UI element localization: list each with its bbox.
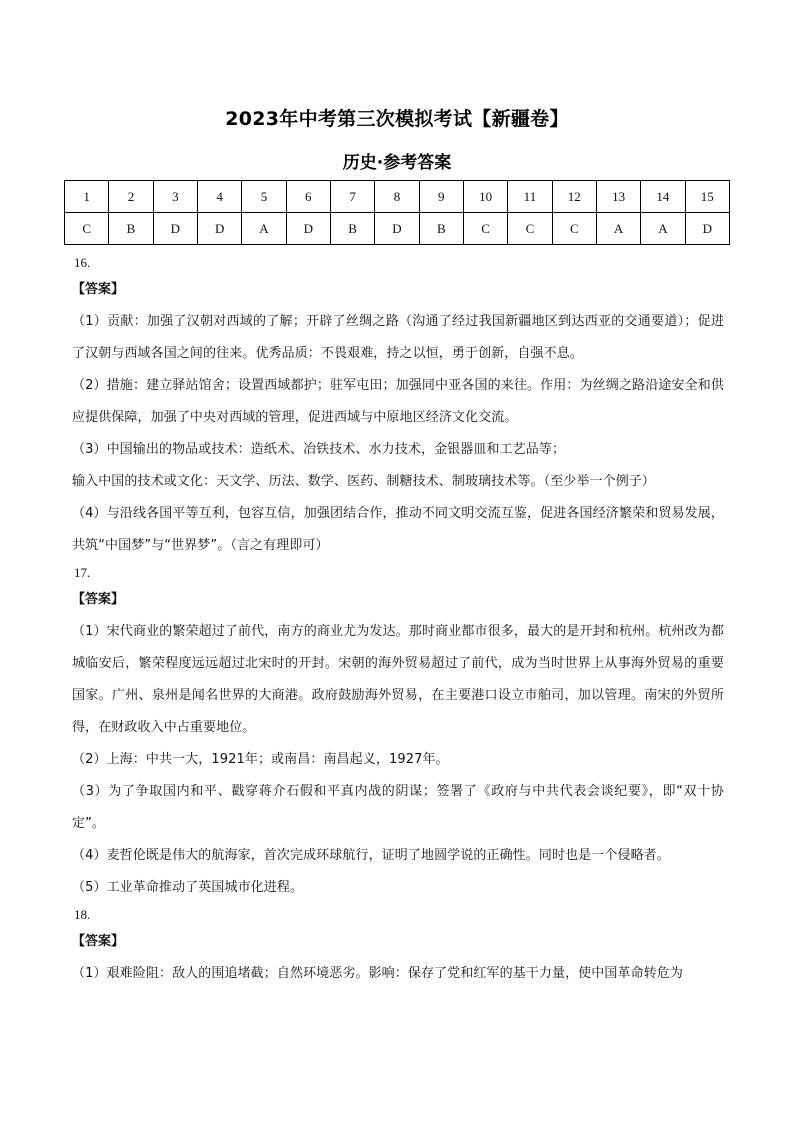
answer-cell: B <box>109 213 153 245</box>
answer-paragraph: （3）中国输出的物品或技术：造纸术、冶铁技术、水力技术，金银器皿和工艺品等； <box>72 442 566 457</box>
question-number-cell: 2 <box>109 181 153 213</box>
question-number-cell: 5 <box>242 181 286 213</box>
question-number-cell: 14 <box>641 181 685 213</box>
page-title: 2023年中考第三次模拟考试【新疆卷】 <box>225 108 569 130</box>
question-number-cell: 8 <box>375 181 419 213</box>
question-number-cell: 12 <box>552 181 596 213</box>
answer-paragraph: 输入中国的技术或文化：天文学、历法、数学、医药、制糖技术、制玻璃技术等。（至少举一个例子） <box>72 474 656 489</box>
answer-cell: D <box>286 213 330 245</box>
answer-table-answer-row <box>65 213 730 245</box>
page-subtitle: 历史·参考答案 <box>342 153 452 173</box>
answer-cell: C <box>508 213 552 245</box>
answer-paragraph: （3）为了争取国内和平、戳穿蒋介石假和平真内战的阴谋；签署了《政府与中共代表会谈纪要》，即“双十协定”。 <box>72 784 724 831</box>
answer-cell: A <box>596 213 640 245</box>
question-number: 18. <box>74 907 91 922</box>
answer-paragraph: （4）麦哲伦既是伟大的航海家，首次完成环球航行，证明了地圆学说的正确性。同时也是一个侵略者。 <box>72 848 670 863</box>
answer-cell: C <box>552 213 596 245</box>
question-number-cell: 4 <box>197 181 241 213</box>
question-number-cell: 11 <box>508 181 552 213</box>
question-number-cell: 10 <box>463 181 507 213</box>
answer-cell: A <box>641 213 685 245</box>
question-16-section <box>72 252 724 562</box>
answer-paragraph: （2）上海：中共一大，1921年；或南昌：南昌起义，1927年。 <box>72 752 449 767</box>
answer-cell: D <box>197 213 241 245</box>
question-17-section <box>72 562 724 904</box>
answer-paragraph: （1）宋代商业的繁荣超过了前代，南方的商业尤为发达。那时商业都市很多，最大的是开封和杭州。杭州改为都城临安后，繁荣程度远远超过北宋时的开封。宋朝的海外贸易超过了前代，成为当时世界上从事海外贸易的重要国家。广州、泉州是闻名世界的大商港。政府鼓励海外贸易，在主要港口设立市舶司，加以管理。南宋的外贸所得，在财政收入中占重要地位。 <box>72 624 724 735</box>
question-number-cell: 7 <box>330 181 374 213</box>
answer-cell: C <box>463 213 507 245</box>
answer-label: 【答案】 <box>72 592 125 607</box>
question-number-cell: 6 <box>286 181 330 213</box>
answer-table <box>64 180 730 245</box>
answer-cell: B <box>419 213 463 245</box>
answer-paragraph: （2）措施：建立驿站馆舍；设置西域都护；驻军屯田；加强同中亚各国的来往。作用：为丝绸之路沿途安全和供应提供保障，加强了中央对西域的管理，促进西域与中原地区经济文化交流。 <box>72 378 724 425</box>
answer-paragraph: （4）与沿线各国平等互利，包容互信，加强团结合作，推动不同文明交流互鉴，促进各国经济繁荣和贸易发展，共筑“中国梦”与“世界梦”。（言之有理即可） <box>72 506 724 553</box>
question-number-cell: 15 <box>685 181 729 213</box>
question-number: 16. <box>74 255 91 270</box>
question-number-cell: 13 <box>596 181 640 213</box>
answer-label: 【答案】 <box>72 934 125 949</box>
answer-content <box>72 252 724 990</box>
question-number-cell: 3 <box>153 181 197 213</box>
answer-table-number-row <box>65 181 730 213</box>
answer-cell: A <box>242 213 286 245</box>
question-number-cell: 1 <box>65 181 109 213</box>
question-number: 17. <box>74 565 91 580</box>
answer-cell: B <box>330 213 374 245</box>
answer-cell: D <box>685 213 729 245</box>
answer-label: 【答案】 <box>72 282 125 297</box>
answer-cell: C <box>65 213 109 245</box>
answer-paragraph: （1）艰难险阻：敌人的围追堵截；自然环境恶劣。影响：保存了党和红军的基干力量，使中国革命转危为 <box>72 966 683 981</box>
question-18-section <box>72 904 724 990</box>
question-number-cell: 9 <box>419 181 463 213</box>
answer-paragraph: （1）贡献：加强了汉朝对西域的了解；开辟了丝绸之路（沟通了经过我国新疆地区到达西亚的交通要道）；促进了汉朝与西域各国之间的往来。优秀品质：不畏艰难，持之以恒，勇于创新，自强不息。 <box>72 314 724 361</box>
answer-cell: D <box>375 213 419 245</box>
answer-paragraph: （5）工业革命推动了英国城市化进程。 <box>72 880 304 895</box>
answer-cell: D <box>153 213 197 245</box>
